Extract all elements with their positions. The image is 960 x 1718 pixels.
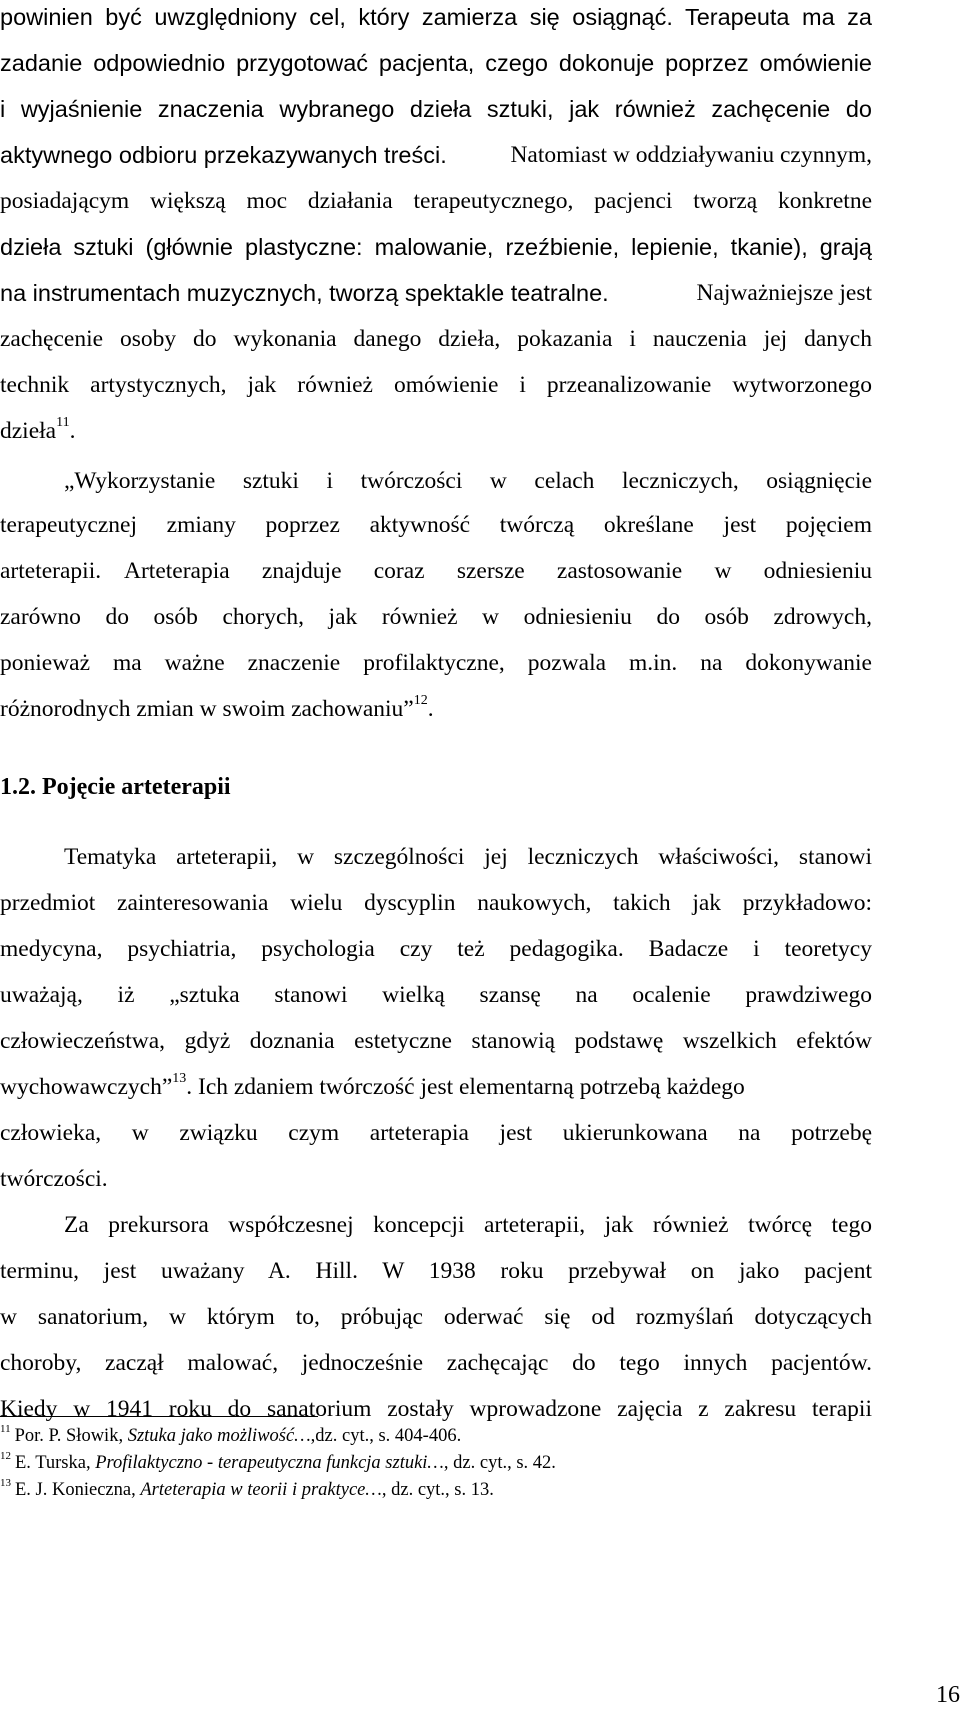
footnote-number: 13 [0,1476,11,1489]
footnote-title: Sztuka jako możliwość… [127,1426,311,1446]
text-segment: różnorodnych zmian w swoim zachowaniu” [0,696,414,722]
text-line: twórczości. [0,1166,108,1192]
text-line: zachęcenie osoby do wykonania danego dzieła, pokazania i nauczenia jej danych [0,326,872,352]
footnote-ref[interactable]: 12 [413,693,428,709]
text-line [0,694,434,724]
text-line: terapeutycznej zmiany poprzez aktywność twórczą określane jest pojęciem [0,512,872,538]
text-line: ponieważ ma ważne znaczenie profilaktyczne, pozwala m.in. na dokonywanie [0,650,872,676]
page-number: 16 [936,1682,960,1708]
text-line: choroby, zaczął malować, jednocześnie zachęcając do tego innych pacjentów. [0,1350,872,1376]
footnote-text: E. Turska, [15,1453,96,1473]
text-line: terminu, jest uważany A. Hill. W 1938 roku przebywał on jako pacjent [0,1258,872,1284]
footnote [0,1424,461,1448]
text-line: technik artystycznych, jak również omówienie i przeanalizowanie wytworzonego [0,372,872,398]
text-line: dzieła sztuki (głównie plastyczne: malowanie, rzeźbienie, lepienie, tkanie), grają [0,234,872,260]
text-line-mixed [0,556,872,586]
footnote-title: Arteterapia w teorii i praktyce… [140,1480,382,1500]
text-segment: . [427,696,434,722]
footnote-title: Profilaktyczno - terapeutyczna funkcja sztuki… [95,1453,444,1473]
text-line-mixed [0,1072,872,1102]
text-segment: Najważniejsze jest [696,280,872,306]
text-line: posiadającym większą moc działania terapeutycznego, pacjenci tworzą konkretne [0,188,872,214]
text-segment: Natomiast w oddziaływaniu czynnym, [510,142,872,168]
text-segment: . Ich zdaniem twórczość jest elementarną potrzebą każdego [186,1074,745,1100]
footnote-text: , dz. cyt., s. 13. [381,1480,494,1500]
text-segment: aktywnego odbioru przekazywanych treści. [0,142,447,168]
section-heading: 1.2. Pojęcie arteterapii [0,774,231,800]
text-segment: wychowawczych” [0,1074,173,1100]
footnote [0,1451,556,1475]
text-line [0,416,75,446]
footnote-text: , dz. cyt., s. 42. [443,1453,556,1473]
footnote-text: E. J. Konieczna, [15,1480,141,1500]
text-line: „Wykorzystanie sztuki i twórczości w celach leczniczych, osiągnięcie [64,468,872,494]
text-line: medycyna, psychiatria, psychologia czy też pedagogika. Badacze i teoretycy [0,936,872,962]
text-line: uważają, iż „sztuka stanowi wielką szansę na ocalenie prawdziwego [0,982,872,1008]
text-line: przedmiot zainteresowania wielu dyscyplin naukowych, takich jak przykładowo: [0,890,872,916]
text-line-mixed [0,278,872,309]
text-line: Kiedy w 1941 roku do sanatorium zostały wprowadzone zajęcia z zakresu terapii [0,1396,872,1422]
text-line: i wyjaśnienie znaczenia wybranego dzieła sztuki, jak również zachęcenie do [0,96,872,122]
text-line: powinien być uwzględniony cel, który zamierza się osiągnąć. Terapeuta ma za [0,4,872,30]
footnote-text: ,dz. cyt., s. 404-406. [310,1426,462,1446]
text-segment: arteterapii. [0,558,102,584]
text-line: w sanatorium, w którym to, próbując oderwać się od rozmyślań dotyczących [0,1304,872,1330]
footnote-ref[interactable]: 13 [172,1071,187,1087]
text-line-mixed [0,140,872,171]
text-segment: . [69,418,76,444]
footnote-number: 12 [0,1449,11,1462]
text-segment: Arteterapia znajduje coraz szersze zastosowanie w odniesieniu [124,558,872,584]
text-line: Tematyka arteterapii, w szczególności jej leczniczych właściwości, stanowi [64,844,872,870]
footnote-number: 11 [0,1422,11,1435]
text-line: zarówno do osób chorych, jak również w odniesieniu do osób zdrowych, [0,604,872,630]
text-segment: na instrumentach muzycznych, tworzą spektakle teatralne. [0,280,609,306]
footnote-separator [0,1416,318,1417]
text-line: zadanie odpowiednio przygotować pacjenta, czego dokonuje poprzez omówienie [0,50,872,76]
footnote [0,1478,494,1502]
text-line: człowieczeństwa, gdyż doznania estetyczne stanowią podstawę wszelkich efektów [0,1028,872,1054]
footnote-ref[interactable]: 11 [56,415,70,431]
text-line: człowieka, w związku czym arteterapia jest ukierunkowana na potrzebę [0,1120,872,1146]
text-segment: dzieła [0,418,57,444]
text-line: Za prekursora współczesnej koncepcji arteterapii, jak również twórcę tego [64,1212,872,1238]
footnote-text: Por. P. Słowik, [14,1426,128,1446]
